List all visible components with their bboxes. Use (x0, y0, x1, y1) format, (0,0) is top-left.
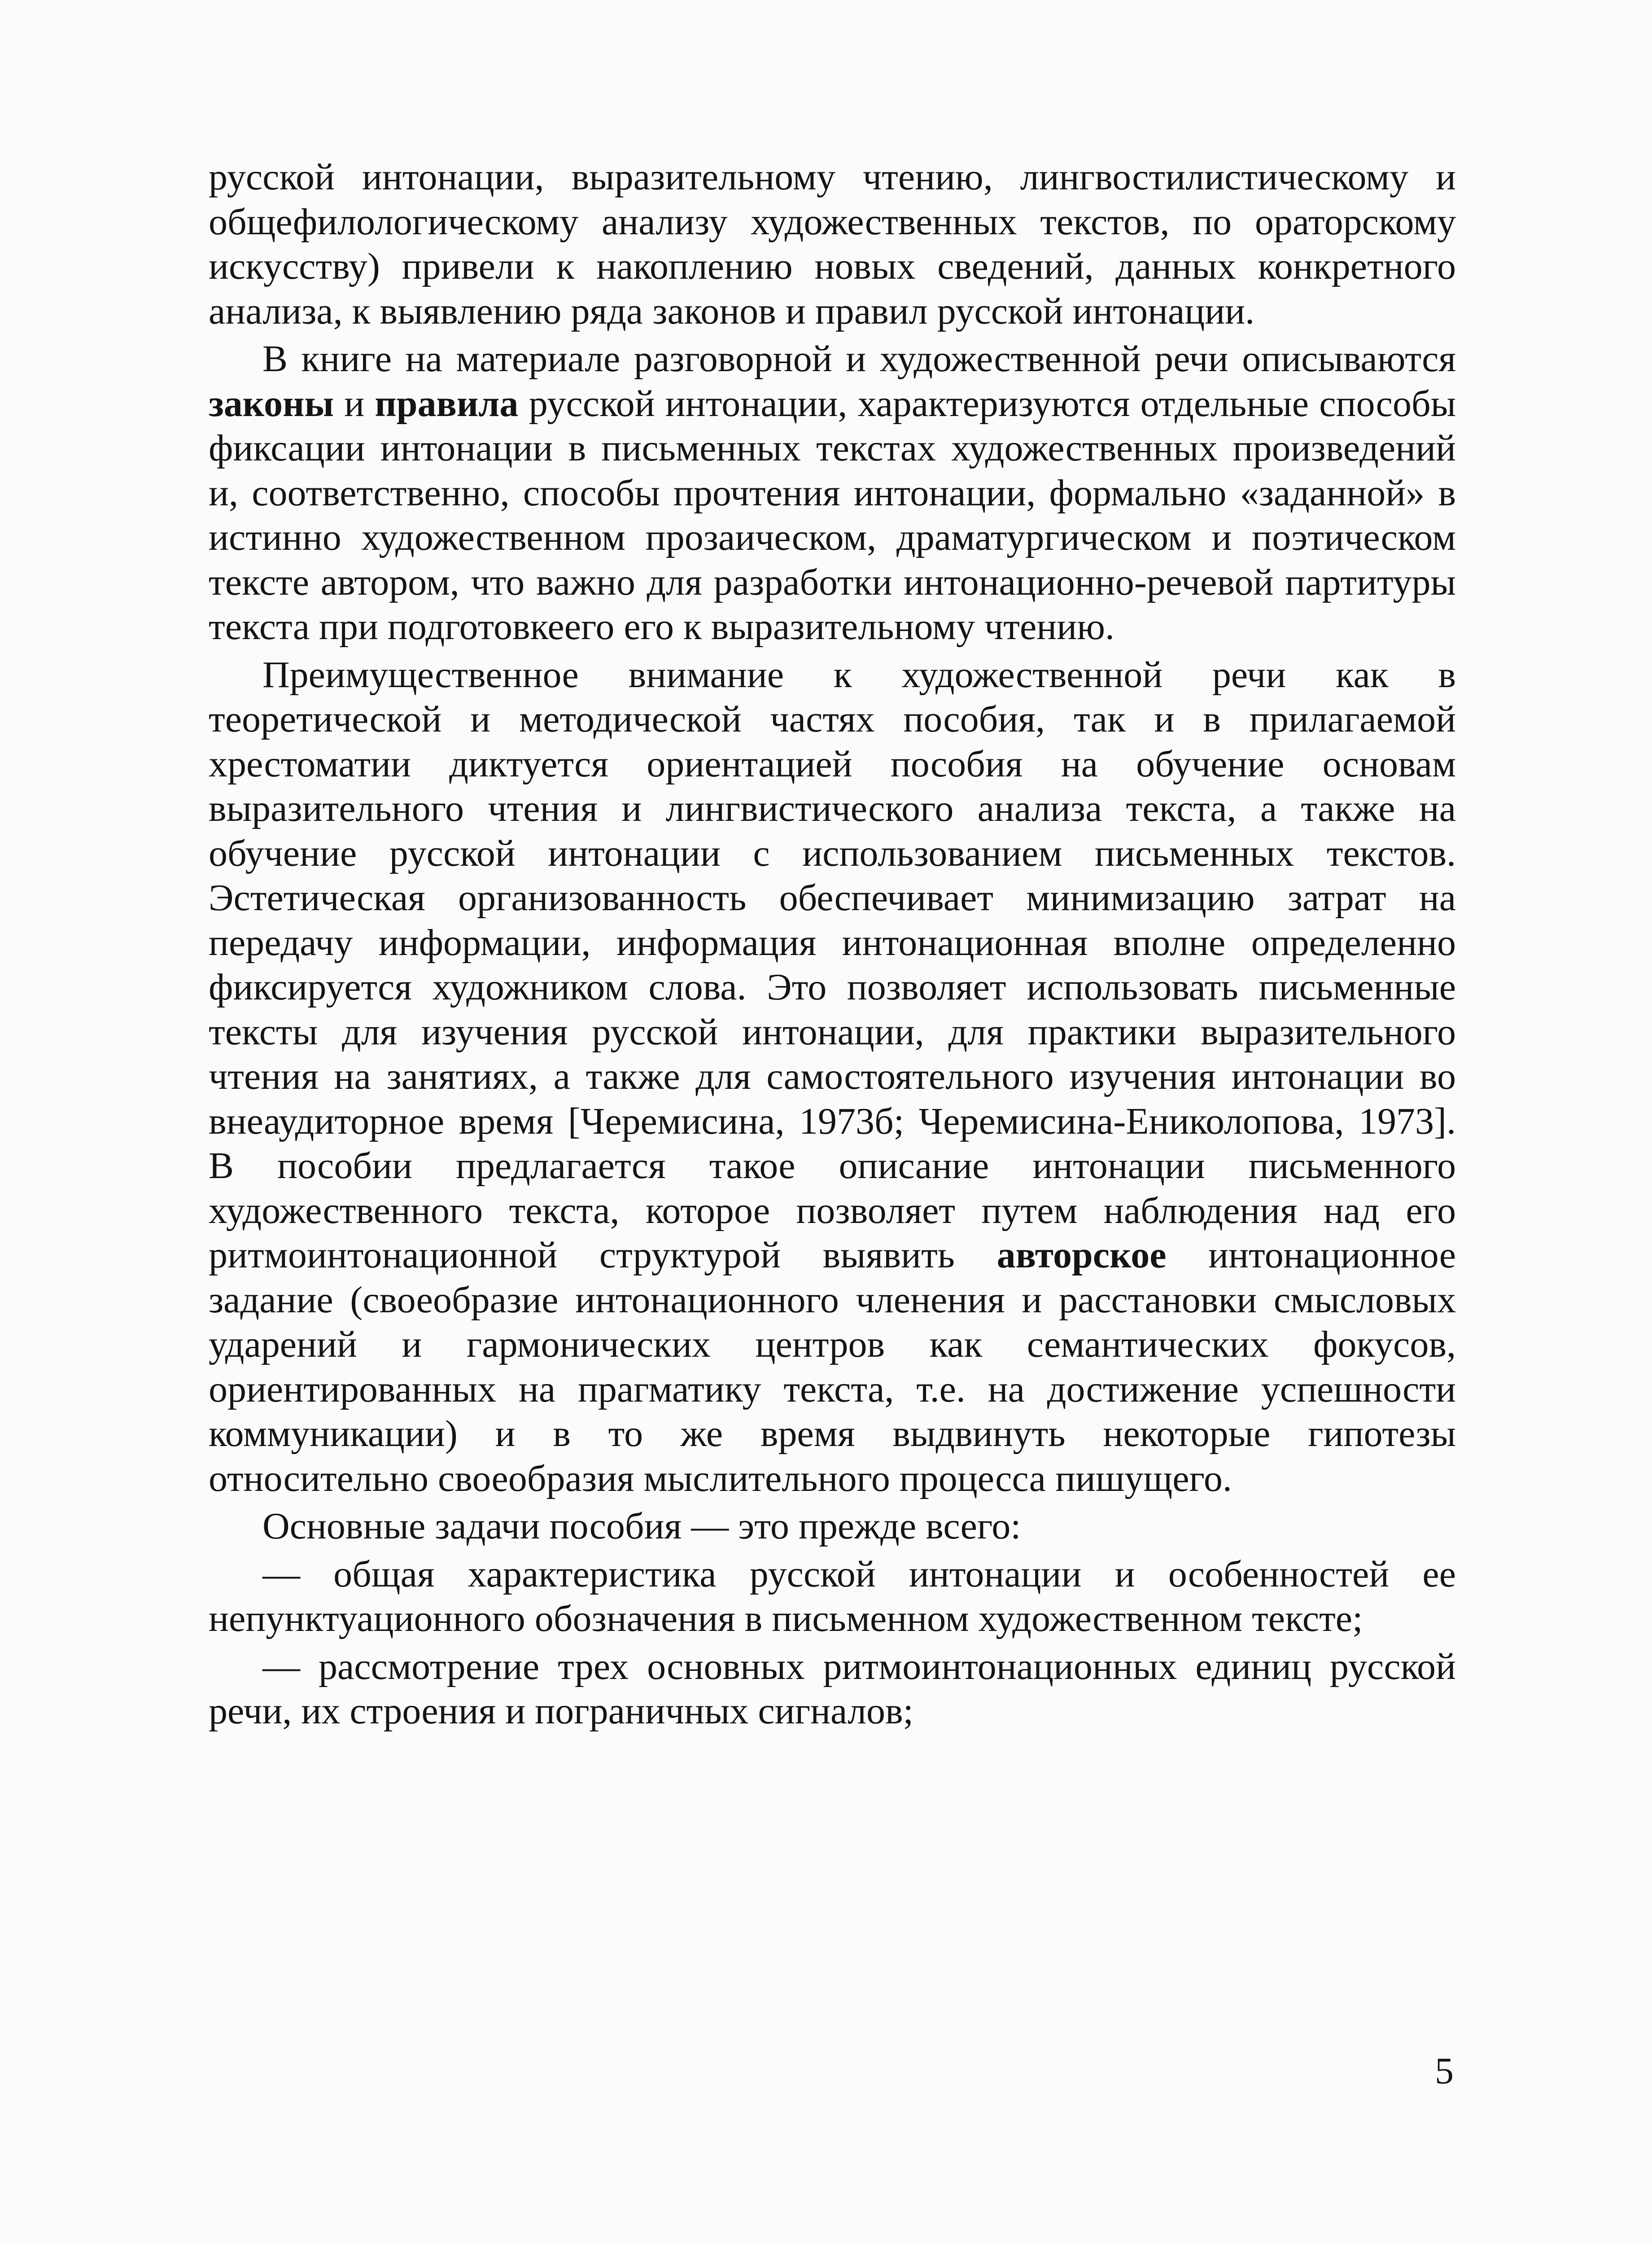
paragraph-3 (209, 653, 1456, 1501)
paragraph-text: Основные задачи пособия — это прежде всего: (262, 1505, 1021, 1547)
list-item-2 (209, 1644, 1456, 1734)
paragraph-2 (209, 337, 1456, 649)
paragraph-text: Преимущественное внимание к художественной речи как в теоретической и методической частях пособия, так и в прилагаемой хрестоматии диктуется ориентацией пособия на обучение основам выразительного чтения и лингвистического анализа текста, а также на обучение русской интонации с использованием письменных текстов. Эстетическая организованность обеспечивает минимизацию затрат на передачу информации, информация интонационная вполне определенно фиксируется художником слова. Это позволяет использовать письменные тексты для изучения русской интонации, для практики выразительного чтения на занятиях, а также для самостоятельного изучения интонации во внеаудиторное время [Черемисина, 1973б; Черемисина-Ениколопова, 1973]. В пособии предлагается такое описание интонации письменного художественного текста, которое позволяет путем наблюдения над его ритмоинтонационной структурой выявить (209, 653, 1456, 1276)
emphasis-rules: правила (375, 382, 519, 425)
body-text (209, 155, 1456, 1734)
list-item-1 (209, 1552, 1456, 1641)
emphasis-laws: законы (209, 382, 334, 425)
list-item-text: — рассмотрение трех основных ритмоинтонационных единиц русской речи, их строения и пограничных сигналов; (209, 1645, 1456, 1732)
paragraph-text: и (334, 382, 375, 425)
emphasis-authorial: авторское (996, 1234, 1167, 1276)
paragraph-text: русской интонации, выразительному чтению, лингвостилистическому и общефилологическому анализу художественных текстов, по ораторскому искусству) привели к накоплению новых сведений, данных конкретного анализа, к выявлению ряда законов и правил русской интонации. (209, 156, 1456, 332)
paragraph-4 (209, 1504, 1456, 1549)
paragraph-text: В книге на материале разговорной и художественной речи описываются (262, 338, 1456, 380)
list-item-text: — общая характеристика русской интонации и особенностей ее непунктуационного обозначения в письменном художественном тексте; (209, 1553, 1456, 1639)
paragraph-text: интонационное задание (своеобразие интонационного членения и расстановки смысловых ударений и гармонических центров как семантических фокусов, ориентированных на прагматику текста, т.е. на достижение успешности коммуникации) и в то же время выдвинуть некоторые гипотезы относительно своеобразия мыслительного процесса пишущего. (209, 1234, 1456, 1499)
paragraph-1 (209, 155, 1456, 333)
page-number: 5 (1435, 2050, 1454, 2092)
paragraph-text: русской интонации, характеризуются отдельные способы фиксации интонации в письменных текстах художественных произведений и, соответственно, способы прочтения интонации, формально «заданной» в истинно художественном прозаическом, драматургическом и поэтическом тексте автором, что важно для разработки интонационно-речевой партитуры текста при подготовкеего его к выразительному чтению. (209, 382, 1456, 648)
